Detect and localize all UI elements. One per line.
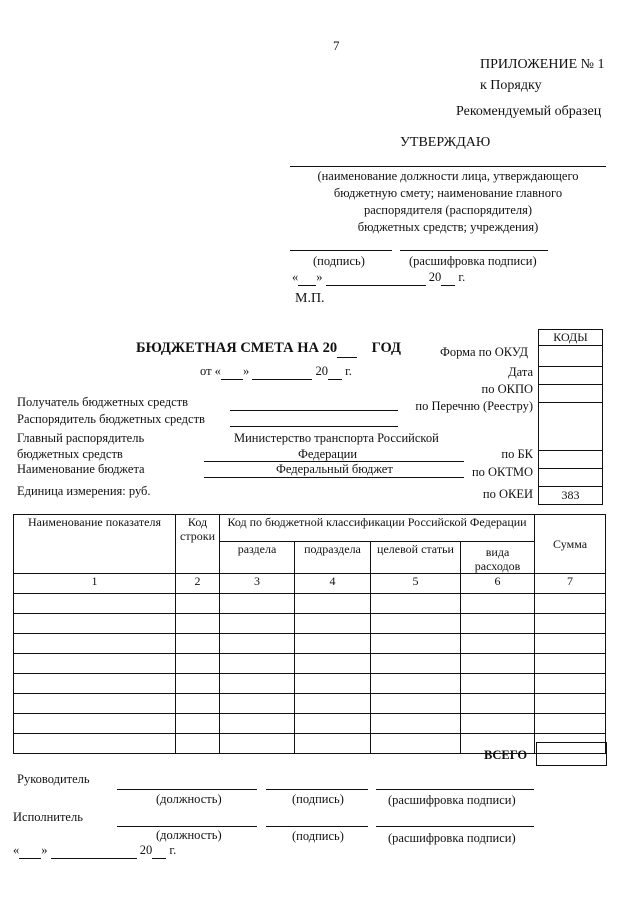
- table-cell[interactable]: [14, 694, 176, 714]
- okud-label: Форма по ОКУД: [440, 345, 528, 359]
- col-number: 2: [176, 574, 220, 594]
- table-row: [14, 714, 606, 734]
- total-sum-field[interactable]: [536, 742, 607, 766]
- registry-label: по Перечню (Реестру): [415, 399, 533, 413]
- okei-label: по ОКЕИ: [482, 487, 533, 501]
- table-cell[interactable]: [461, 714, 535, 734]
- col-number: 5: [371, 574, 461, 594]
- executor-position-label: (должность): [156, 828, 222, 842]
- codes-table: [538, 329, 603, 505]
- approver-decoding-label: (расшифровка подписи): [409, 254, 537, 268]
- okei-code-cell: 383: [539, 487, 603, 505]
- col-code-header: Код строки: [176, 515, 220, 574]
- appendix-title: ПРИЛОЖЕНИЕ № 1: [480, 57, 605, 72]
- bk-label: по БК: [501, 447, 533, 461]
- main-manager-label-1: Главный распорядитель: [17, 431, 145, 445]
- table-cell[interactable]: [14, 614, 176, 634]
- title-day-field[interactable]: [221, 364, 243, 380]
- table-cell[interactable]: [14, 714, 176, 734]
- table-cell[interactable]: [176, 714, 220, 734]
- table-cell[interactable]: [295, 674, 371, 694]
- col-number: 1: [14, 574, 176, 594]
- main-manager-value-2: Федерации: [298, 447, 358, 461]
- position-note-1: (наименование должности лица, утверждающего: [317, 169, 579, 183]
- bk-code-cell[interactable]: [539, 451, 603, 469]
- footer-year-field[interactable]: [152, 843, 166, 859]
- table-cell[interactable]: [461, 694, 535, 714]
- head-decoding-label: (расшифровка подписи): [388, 793, 516, 807]
- manager-label: Распорядитель бюджетных средств: [17, 412, 205, 426]
- okpo-code-cell[interactable]: [539, 385, 603, 403]
- recommended-label: Рекомендуемый образец: [456, 104, 602, 119]
- approve-date: « » 20 г.: [292, 270, 466, 284]
- codes-header: КОДЫ: [539, 330, 603, 346]
- table-cell[interactable]: [371, 734, 461, 754]
- budget-table: [13, 514, 606, 754]
- col-sum-header: Сумма: [535, 515, 606, 574]
- table-row: [14, 694, 606, 714]
- table-cell[interactable]: [176, 654, 220, 674]
- table-cell[interactable]: [295, 614, 371, 634]
- budget-name-value: Федеральный бюджет: [276, 462, 393, 476]
- approve-day-field[interactable]: [298, 270, 316, 286]
- footer-date: « » 20 г.: [13, 843, 177, 857]
- position-note-3: распорядителя (распорядителя): [363, 203, 533, 217]
- table-cell[interactable]: [220, 634, 295, 654]
- table-cell[interactable]: [535, 694, 606, 714]
- registry-code-cell[interactable]: [539, 403, 603, 451]
- okud-code-cell[interactable]: [539, 346, 603, 367]
- total-label: ВСЕГО: [484, 748, 528, 762]
- table-cell[interactable]: [14, 634, 176, 654]
- table-cell[interactable]: [176, 634, 220, 654]
- head-position-label: (должность): [156, 792, 222, 806]
- approve-label: УТВЕРЖДАЮ: [400, 135, 491, 150]
- table-cell[interactable]: [371, 674, 461, 694]
- executor-position-line[interactable]: [117, 826, 257, 827]
- col-number: 3: [220, 574, 295, 594]
- table-cell[interactable]: [535, 594, 606, 614]
- col-target-header: целевой статьи: [371, 542, 461, 574]
- table-cell[interactable]: [371, 594, 461, 614]
- table-cell[interactable]: [371, 694, 461, 714]
- table-cell[interactable]: [220, 594, 295, 614]
- footer-month-field[interactable]: [51, 843, 137, 859]
- footer-day-field[interactable]: [19, 843, 41, 859]
- title-date: от « » 20 г.: [200, 364, 352, 378]
- col-name-header: Наименование показателя: [14, 515, 176, 574]
- oktmo-label: по ОКТМО: [471, 465, 533, 479]
- document-title: БЮДЖЕТНАЯ СМЕТА НА 20 ГОД: [136, 340, 401, 356]
- table-row: [14, 614, 606, 634]
- approver-signature-line[interactable]: [290, 250, 392, 251]
- head-signature-line[interactable]: [266, 789, 368, 790]
- executor-label: Исполнитель: [13, 810, 83, 824]
- position-note-4: бюджетных средств; учреждения): [357, 220, 539, 234]
- table-cell[interactable]: [295, 634, 371, 654]
- approver-decoding-line[interactable]: [400, 250, 548, 251]
- table-cell[interactable]: [461, 674, 535, 694]
- approver-signature-label: (подпись): [313, 254, 365, 268]
- table-cell[interactable]: [535, 674, 606, 694]
- table-cell[interactable]: [295, 734, 371, 754]
- budget-name-label: Наименование бюджета: [17, 462, 145, 476]
- table-cell[interactable]: [14, 594, 176, 614]
- table-row: [14, 634, 606, 654]
- manager-line[interactable]: [230, 426, 398, 427]
- approver-position-line[interactable]: [290, 166, 606, 167]
- table-cell[interactable]: [295, 654, 371, 674]
- head-decoding-line[interactable]: [376, 789, 534, 790]
- table-cell[interactable]: [535, 714, 606, 734]
- table-cell[interactable]: [14, 734, 176, 754]
- table-cell[interactable]: [371, 654, 461, 674]
- table-cell[interactable]: [176, 674, 220, 694]
- executor-decoding-label: (расшифровка подписи): [388, 831, 516, 845]
- table-cell[interactable]: [176, 594, 220, 614]
- budget-name-line[interactable]: [204, 477, 464, 478]
- table-cell[interactable]: [220, 614, 295, 634]
- to-order-label: к Порядку: [480, 78, 542, 93]
- head-position-line[interactable]: [117, 789, 257, 790]
- col-number: 4: [295, 574, 371, 594]
- col-classification-header: Код по бюджетной классификации Российской Федерации: [220, 515, 535, 542]
- col-section-header: раздела: [220, 542, 295, 574]
- date-label: Дата: [508, 365, 533, 379]
- title-year-field[interactable]: [337, 340, 357, 358]
- table-cell[interactable]: [220, 734, 295, 754]
- recipient-label: Получатель бюджетных средств: [17, 395, 189, 409]
- executor-signature-label: (подпись): [292, 829, 344, 843]
- oktmo-code-cell[interactable]: [539, 469, 603, 487]
- table-row: [14, 674, 606, 694]
- table-cell[interactable]: [176, 614, 220, 634]
- stamp-label: М.П.: [295, 291, 325, 306]
- table-cell[interactable]: [461, 614, 535, 634]
- approve-month-field[interactable]: [326, 270, 426, 286]
- col-type-header: вида расходов: [461, 542, 535, 574]
- head-label: Руководитель: [17, 772, 90, 786]
- table-cell[interactable]: [220, 654, 295, 674]
- table-cell[interactable]: [371, 634, 461, 654]
- main-manager-label-2: бюджетных средств: [17, 447, 123, 461]
- col-number: 6: [461, 574, 535, 594]
- table-cell[interactable]: [14, 654, 176, 674]
- table-cell[interactable]: [176, 694, 220, 714]
- title-month-field[interactable]: [252, 364, 312, 380]
- col-number: 7: [535, 574, 606, 594]
- table-cell[interactable]: [220, 694, 295, 714]
- executor-decoding-line[interactable]: [376, 826, 534, 827]
- table-cell[interactable]: [461, 634, 535, 654]
- column-numbers-row: [14, 574, 606, 594]
- okpo-label: по ОКПО: [481, 382, 533, 396]
- executor-signature-line[interactable]: [266, 826, 368, 827]
- table-cell[interactable]: [461, 594, 535, 614]
- table-cell[interactable]: [14, 674, 176, 694]
- table-cell[interactable]: [220, 714, 295, 734]
- page-number: 7: [333, 38, 340, 53]
- table-cell[interactable]: [535, 614, 606, 634]
- position-note-2: бюджетную смету; наименование главного: [333, 186, 563, 200]
- table-cell[interactable]: [176, 734, 220, 754]
- main-manager-value-1: Министерство транспорта Российской: [234, 431, 439, 445]
- head-signature-label: (подпись): [292, 792, 344, 806]
- table-row: [14, 654, 606, 674]
- table-cell[interactable]: [461, 654, 535, 674]
- table-row: [14, 594, 606, 614]
- recipient-line[interactable]: [230, 410, 398, 411]
- table-cell[interactable]: [220, 674, 295, 694]
- table-cell[interactable]: [295, 714, 371, 734]
- table-cell[interactable]: [295, 594, 371, 614]
- table-cell[interactable]: [371, 614, 461, 634]
- table-cell[interactable]: [371, 714, 461, 734]
- approve-year-field[interactable]: [441, 270, 455, 286]
- table-cell[interactable]: [295, 694, 371, 714]
- date-code-cell[interactable]: [539, 367, 603, 385]
- table-cell[interactable]: [535, 654, 606, 674]
- unit-label: Единица измерения: руб.: [17, 484, 151, 498]
- col-subsection-header: подраздела: [295, 542, 371, 574]
- table-cell[interactable]: [535, 634, 606, 654]
- title-year2-field[interactable]: [328, 364, 342, 380]
